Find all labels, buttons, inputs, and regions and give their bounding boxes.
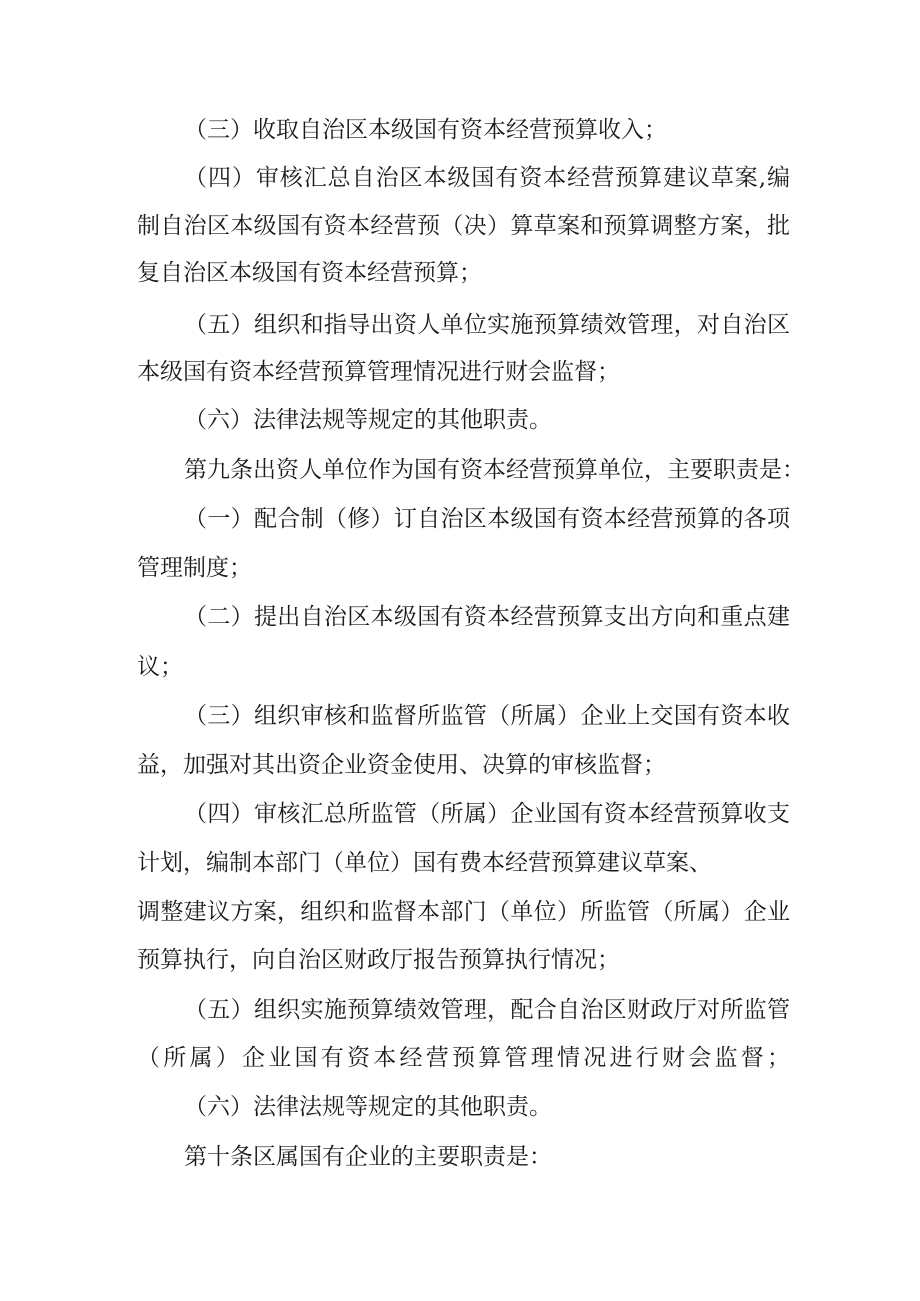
paragraph-line: 计划，编制本部门（单位）国有费本经营预算建议草案、 [137, 850, 712, 876]
paragraph-line: （五）组织实施预算绩效管理，配合自治区财政厅对所监管 [184, 997, 790, 1023]
paragraph-line: 益，加强对其出资企业资金使用、决算的审核监督； [137, 752, 666, 778]
paragraph-line: （所属）企业国有资本经营预算管理情况进行财会监督； [137, 1045, 790, 1071]
paragraph-line: （三）收取自治区本级国有资本经营预算收入； [184, 117, 667, 143]
paragraph-line: 本级国有资本经营预算管理情况进行财会监督； [137, 359, 620, 385]
paragraph-line: （六）法律法规等规定的其他职责。 [184, 1094, 552, 1120]
paragraph-line: （六）法律法规等规定的其他职责。 [184, 407, 552, 433]
paragraph-line: 管理制度； [137, 555, 252, 581]
paragraph-line: （一）配合制（修）订自治区本级国有资本经营预算的各项 [184, 506, 790, 532]
paragraph-line: 调整建议方案，组织和监督本部门（单位）所监管（所属）企业 [137, 899, 790, 925]
paragraph-line: 制自治区本级国有资本经营预（决）算草案和预算调整方案，批 [137, 213, 790, 239]
paragraph-line: 议； [137, 654, 183, 680]
paragraph-line: 预算执行，向自治区财政厅报告预算执行情况； [137, 947, 620, 973]
paragraph-line: （四）审核汇总所监管（所属）企业国有资本经营预算收支 [184, 801, 790, 827]
paragraph-line: （五）组织和指导出资人单位实施预算绩效管理，对自治区 [184, 312, 790, 338]
paragraph-line: （二）提出自治区本级国有资本经营预算支出方向和重点建 [184, 604, 790, 630]
article-heading-line: 第九条出资人单位作为国有资本经营预算单位，主要职责是： [184, 457, 805, 483]
paragraph-line: （四）审核汇总自治区本级国有资本经营预算建议草案,编 [184, 165, 790, 191]
paragraph-line: （三）组织审核和监督所监管（所属）企业上交国有资本收 [184, 703, 790, 729]
paragraph-line: 复自治区本级国有资本经营预算； [137, 260, 482, 286]
article-heading-line: 第十条区属国有企业的主要职责是： [184, 1144, 552, 1170]
